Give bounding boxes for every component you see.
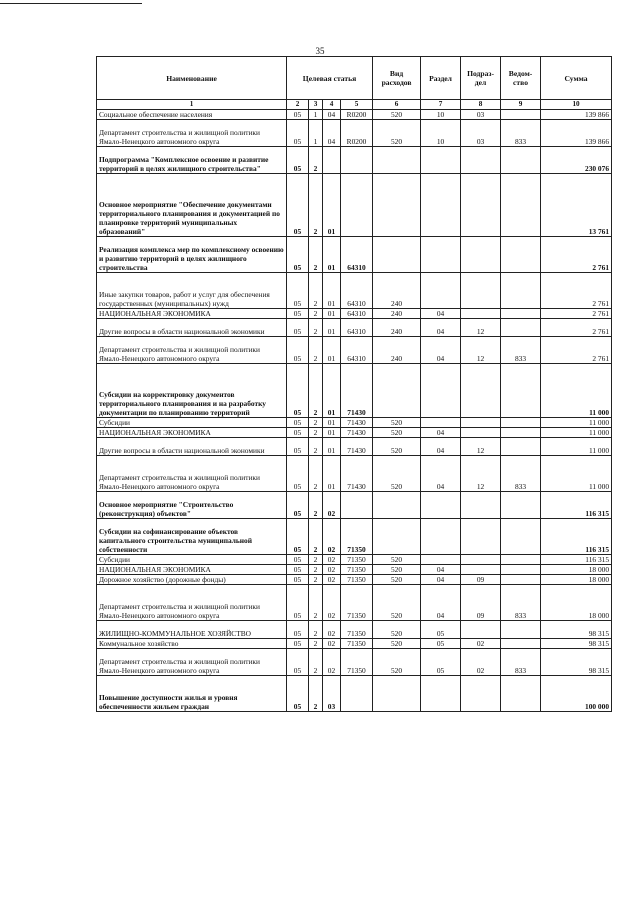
cell-name: Коммунальное хозяйство [97, 639, 287, 649]
cell-subprogram: 2 [309, 309, 323, 319]
header-row [97, 57, 612, 100]
cell-amount: 2 761 [541, 273, 612, 309]
cell-amount: 98 315 [541, 621, 612, 639]
cell-activity: 02 [323, 575, 341, 585]
cell-direction [341, 492, 373, 519]
cell-activity: 01 [323, 337, 341, 364]
cell-subprogram: 2 [309, 555, 323, 565]
cell-expense-type: 240 [373, 337, 421, 364]
cell-direction: 71350 [341, 565, 373, 575]
header-name: Наименование [97, 57, 287, 100]
cell-direction: 64310 [341, 309, 373, 319]
cell-section [421, 676, 461, 712]
cell-section: 05 [421, 649, 461, 676]
cell-direction: 71430 [341, 438, 373, 456]
cell-amount: 116 315 [541, 519, 612, 555]
budget-table [96, 56, 612, 712]
col-number: 3 [309, 100, 323, 110]
cell-name: ЖИЛИЩНО-КОММУНАЛЬНОЕ ХОЗЯЙСТВО [97, 621, 287, 639]
cell-subsection [461, 428, 501, 438]
cell-expense-type [373, 492, 421, 519]
cell-direction: 71430 [341, 456, 373, 492]
cell-section [421, 418, 461, 428]
cell-subsection [461, 519, 501, 555]
cell-department [501, 575, 541, 585]
cell-expense-type: 520 [373, 585, 421, 621]
cell-direction: 71350 [341, 555, 373, 565]
cell-program: 05 [287, 555, 309, 565]
cell-subsection: 09 [461, 575, 501, 585]
cell-subprogram: 2 [309, 273, 323, 309]
cell-name: Основное мероприятие "Обеспечение документами территориального планирования и документацией по планировке территорий муниципальных образований" [97, 174, 287, 237]
header-department: Ведом-ство [501, 57, 541, 100]
table-row [97, 147, 612, 174]
cell-section: 04 [421, 428, 461, 438]
table-row [97, 120, 612, 147]
cell-department [501, 639, 541, 649]
cell-subprogram: 2 [309, 174, 323, 237]
cell-program: 05 [287, 565, 309, 575]
cell-activity [323, 147, 341, 174]
cell-name: Основное мероприятие "Строительство (реконструкция) объектов" [97, 492, 287, 519]
cell-name: Департамент строительства и жилищной политики Ямало-Ненецкого автономного округа [97, 456, 287, 492]
cell-subprogram: 2 [309, 364, 323, 418]
cell-program: 05 [287, 585, 309, 621]
cell-department: 833 [501, 456, 541, 492]
cell-expense-type [373, 237, 421, 273]
cell-section: 05 [421, 621, 461, 639]
cell-direction: 71430 [341, 364, 373, 418]
cell-program: 05 [287, 147, 309, 174]
cell-amount: 18 000 [541, 565, 612, 575]
cell-subsection [461, 309, 501, 319]
cell-amount: 98 315 [541, 649, 612, 676]
column-number-row [97, 100, 612, 110]
cell-subsection [461, 418, 501, 428]
cell-activity: 01 [323, 428, 341, 438]
cell-subsection: 12 [461, 337, 501, 364]
table-row [97, 555, 612, 565]
cell-amount: 11 000 [541, 418, 612, 428]
cell-activity: 02 [323, 621, 341, 639]
cell-subprogram: 2 [309, 319, 323, 337]
cell-subsection: 02 [461, 649, 501, 676]
cell-program: 05 [287, 492, 309, 519]
cell-amount: 11 000 [541, 364, 612, 418]
page-number: 35 [315, 46, 325, 56]
table-row [97, 565, 612, 575]
cell-department [501, 273, 541, 309]
col-number: 1 [97, 100, 287, 110]
cell-program: 05 [287, 575, 309, 585]
cell-expense-type: 520 [373, 456, 421, 492]
cell-expense-type: 520 [373, 110, 421, 120]
cell-program: 05 [287, 456, 309, 492]
col-number: 4 [323, 100, 341, 110]
cell-section: 04 [421, 565, 461, 575]
cell-name: Департамент строительства и жилищной политики Ямало-Ненецкого автономного округа [97, 585, 287, 621]
cell-subprogram: 2 [309, 519, 323, 555]
cell-subsection [461, 237, 501, 273]
cell-name: Субсидии на софинансирование объектов капитального строительства муниципальной собственности [97, 519, 287, 555]
cell-section: 04 [421, 585, 461, 621]
cell-subsection: 12 [461, 438, 501, 456]
cell-subprogram: 1 [309, 120, 323, 147]
cell-direction: 64310 [341, 237, 373, 273]
table-row [97, 456, 612, 492]
cell-department: 833 [501, 120, 541, 147]
cell-program: 05 [287, 676, 309, 712]
cell-amount: 139 866 [541, 110, 612, 120]
table-row [97, 428, 612, 438]
cell-program: 05 [287, 273, 309, 309]
cell-name: Повышение доступности жилья и уровня обеспеченности жильем граждан [97, 676, 287, 712]
cell-amount: 116 315 [541, 555, 612, 565]
cell-activity: 04 [323, 120, 341, 147]
cell-activity: 01 [323, 309, 341, 319]
cell-amount: 100 000 [541, 676, 612, 712]
cell-subprogram: 2 [309, 575, 323, 585]
cell-expense-type: 520 [373, 639, 421, 649]
cell-name: Департамент строительства и жилищной политики Ямало-Ненецкого автономного округа [97, 337, 287, 364]
cell-subprogram: 2 [309, 456, 323, 492]
cell-name: Реализация комплекса мер по комплексному освоению и развитию территорий в целях жилищного строительства [97, 237, 287, 273]
cell-activity: 02 [323, 649, 341, 676]
cell-expense-type: 520 [373, 438, 421, 456]
cell-amount: 13 761 [541, 174, 612, 237]
cell-name: Субсидии [97, 418, 287, 428]
cell-department [501, 418, 541, 428]
cell-program: 05 [287, 120, 309, 147]
cell-department: 833 [501, 337, 541, 364]
table-row [97, 519, 612, 555]
table-row [97, 676, 612, 712]
cell-name: Департамент строительства и жилищной политики Ямало-Ненецкого автономного округа [97, 649, 287, 676]
cell-activity: 01 [323, 418, 341, 428]
cell-name: Субсидии [97, 555, 287, 565]
cell-subsection [461, 565, 501, 575]
cell-department [501, 428, 541, 438]
cell-subprogram: 2 [309, 621, 323, 639]
cell-expense-type: 520 [373, 621, 421, 639]
cell-subsection [461, 492, 501, 519]
cell-name: НАЦИОНАЛЬНАЯ ЭКОНОМИКА [97, 428, 287, 438]
cell-program: 05 [287, 364, 309, 418]
cell-section [421, 364, 461, 418]
cell-subprogram: 2 [309, 565, 323, 575]
cell-direction: R0200 [341, 120, 373, 147]
cell-activity: 01 [323, 273, 341, 309]
cell-subprogram: 2 [309, 649, 323, 676]
cell-section [421, 273, 461, 309]
cell-subsection: 09 [461, 585, 501, 621]
cell-subsection: 12 [461, 456, 501, 492]
cell-expense-type: 240 [373, 319, 421, 337]
cell-section [421, 555, 461, 565]
cell-program: 05 [287, 110, 309, 120]
cell-name: Субсидии на корректировку документов территориального планирования и на разработку документации по планированию территорий [97, 364, 287, 418]
cell-direction [341, 147, 373, 174]
cell-expense-type [373, 519, 421, 555]
cell-direction [341, 676, 373, 712]
cell-amount: 2 761 [541, 309, 612, 319]
table-row [97, 110, 612, 120]
cell-activity: 04 [323, 110, 341, 120]
cell-direction: 71350 [341, 649, 373, 676]
cell-activity: 01 [323, 174, 341, 237]
cell-program: 05 [287, 428, 309, 438]
header-subsection: Подраз-дел [461, 57, 501, 100]
table-row [97, 649, 612, 676]
cell-department [501, 319, 541, 337]
cell-direction: 71350 [341, 519, 373, 555]
cell-program: 05 [287, 309, 309, 319]
cell-subsection [461, 364, 501, 418]
cell-amount: 11 000 [541, 438, 612, 456]
table-row [97, 575, 612, 585]
header-expense-type: Вид расходов [373, 57, 421, 100]
cell-subprogram: 2 [309, 237, 323, 273]
cell-amount: 11 000 [541, 456, 612, 492]
cell-direction: 64310 [341, 273, 373, 309]
cell-program: 05 [287, 639, 309, 649]
cell-amount: 18 000 [541, 575, 612, 585]
table-row [97, 621, 612, 639]
cell-amount: 230 076 [541, 147, 612, 174]
cell-name: Другие вопросы в области национальной экономики [97, 319, 287, 337]
cell-program: 05 [287, 519, 309, 555]
cell-amount: 18 000 [541, 585, 612, 621]
cell-subprogram: 2 [309, 639, 323, 649]
cell-program: 05 [287, 319, 309, 337]
cell-name: НАЦИОНАЛЬНАЯ ЭКОНОМИКА [97, 565, 287, 575]
table-row [97, 309, 612, 319]
col-number: 8 [461, 100, 501, 110]
cell-department [501, 565, 541, 575]
cell-direction: R0200 [341, 110, 373, 120]
cell-subprogram: 2 [309, 428, 323, 438]
cell-activity: 02 [323, 519, 341, 555]
cell-department [501, 676, 541, 712]
cell-department [501, 147, 541, 174]
header-section: Раздел [421, 57, 461, 100]
cell-amount: 98 315 [541, 639, 612, 649]
cell-section: 04 [421, 575, 461, 585]
table-row [97, 364, 612, 418]
header-amount: Сумма [541, 57, 612, 100]
col-number: 2 [287, 100, 309, 110]
cell-name: Подпрограмма "Комплексное освоение и развитие территорий в целях жилищного строительства" [97, 147, 287, 174]
table-row [97, 418, 612, 428]
cell-amount: 116 315 [541, 492, 612, 519]
cell-amount: 2 761 [541, 237, 612, 273]
cell-expense-type: 520 [373, 555, 421, 565]
cell-section [421, 492, 461, 519]
cell-activity: 02 [323, 639, 341, 649]
cell-direction: 64310 [341, 319, 373, 337]
cell-section [421, 237, 461, 273]
cell-expense-type: 520 [373, 649, 421, 676]
cell-subprogram: 2 [309, 585, 323, 621]
cell-department [501, 438, 541, 456]
table-row [97, 492, 612, 519]
cell-program: 05 [287, 418, 309, 428]
cell-section: 10 [421, 120, 461, 147]
cell-department [501, 492, 541, 519]
cell-expense-type: 520 [373, 120, 421, 147]
cell-expense-type: 240 [373, 273, 421, 309]
cell-subsection: 03 [461, 110, 501, 120]
cell-department: 833 [501, 585, 541, 621]
cell-section: 04 [421, 319, 461, 337]
cell-subprogram: 2 [309, 676, 323, 712]
cell-department [501, 519, 541, 555]
cell-name: НАЦИОНАЛЬНАЯ ЭКОНОМИКА [97, 309, 287, 319]
cell-subprogram: 1 [309, 110, 323, 120]
cell-department [501, 110, 541, 120]
cell-section: 04 [421, 309, 461, 319]
col-number: 5 [341, 100, 373, 110]
cell-name: Дорожное хозяйство (дорожные фонды) [97, 575, 287, 585]
cell-subsection [461, 555, 501, 565]
cell-amount: 2 761 [541, 337, 612, 364]
cell-activity: 01 [323, 456, 341, 492]
cell-activity: 02 [323, 585, 341, 621]
cell-activity: 03 [323, 676, 341, 712]
cell-activity: 01 [323, 438, 341, 456]
cell-expense-type: 240 [373, 309, 421, 319]
cell-subprogram: 2 [309, 147, 323, 174]
cell-amount: 11 000 [541, 428, 612, 438]
cell-subsection [461, 273, 501, 309]
cell-subsection: 12 [461, 319, 501, 337]
cell-department [501, 237, 541, 273]
cell-department [501, 174, 541, 237]
cell-direction [341, 174, 373, 237]
cell-activity: 02 [323, 492, 341, 519]
cell-section [421, 174, 461, 237]
cell-activity: 02 [323, 565, 341, 575]
cell-activity: 01 [323, 364, 341, 418]
cell-program: 05 [287, 337, 309, 364]
cell-department [501, 621, 541, 639]
cell-expense-type [373, 174, 421, 237]
cell-subprogram: 2 [309, 438, 323, 456]
cell-expense-type: 520 [373, 575, 421, 585]
cell-program: 05 [287, 649, 309, 676]
cell-expense-type [373, 147, 421, 174]
cell-activity: 01 [323, 319, 341, 337]
cell-direction: 71430 [341, 418, 373, 428]
cell-department: 833 [501, 649, 541, 676]
cell-direction: 64310 [341, 337, 373, 364]
cell-activity: 01 [323, 237, 341, 273]
cell-subsection [461, 147, 501, 174]
cell-amount: 2 761 [541, 319, 612, 337]
cell-activity: 02 [323, 555, 341, 565]
cell-expense-type: 520 [373, 428, 421, 438]
cell-direction: 71350 [341, 585, 373, 621]
table-row [97, 237, 612, 273]
cell-name: Другие вопросы в области национальной экономики [97, 438, 287, 456]
cell-subprogram: 2 [309, 492, 323, 519]
cell-name: Департамент строительства и жилищной политики Ямало-Ненецкого автономного округа [97, 120, 287, 147]
cell-direction: 71350 [341, 639, 373, 649]
col-number: 9 [501, 100, 541, 110]
cell-expense-type: 520 [373, 418, 421, 428]
cell-subsection: 03 [461, 120, 501, 147]
table-row [97, 273, 612, 309]
cell-department [501, 555, 541, 565]
cell-amount: 139 866 [541, 120, 612, 147]
top-rule [0, 3, 142, 4]
cell-subsection: 02 [461, 639, 501, 649]
cell-program: 05 [287, 621, 309, 639]
cell-section: 04 [421, 438, 461, 456]
cell-expense-type: 520 [373, 565, 421, 575]
cell-expense-type [373, 676, 421, 712]
cell-section: 04 [421, 456, 461, 492]
cell-section: 04 [421, 337, 461, 364]
cell-direction: 71350 [341, 621, 373, 639]
cell-direction: 71350 [341, 575, 373, 585]
table-row [97, 319, 612, 337]
table-row [97, 174, 612, 237]
cell-direction: 71430 [341, 428, 373, 438]
cell-name: Социальное обеспечение населения [97, 110, 287, 120]
cell-section [421, 147, 461, 174]
cell-section: 05 [421, 639, 461, 649]
cell-subprogram: 2 [309, 337, 323, 364]
col-number: 6 [373, 100, 421, 110]
col-number: 7 [421, 100, 461, 110]
cell-section: 10 [421, 110, 461, 120]
cell-department [501, 364, 541, 418]
cell-subsection [461, 621, 501, 639]
cell-program: 05 [287, 174, 309, 237]
table-row [97, 639, 612, 649]
cell-subprogram: 2 [309, 418, 323, 428]
cell-program: 05 [287, 438, 309, 456]
cell-section [421, 519, 461, 555]
cell-subsection [461, 676, 501, 712]
col-number: 10 [541, 100, 612, 110]
cell-subsection [461, 174, 501, 237]
cell-program: 05 [287, 237, 309, 273]
table-row [97, 585, 612, 621]
table-row [97, 438, 612, 456]
cell-name: Иные закупки товаров, работ и услуг для обеспечения государственных (муниципальных) нужд [97, 273, 287, 309]
cell-expense-type [373, 364, 421, 418]
table-row [97, 337, 612, 364]
header-target-article: Целевая статья [287, 57, 373, 100]
cell-department [501, 309, 541, 319]
